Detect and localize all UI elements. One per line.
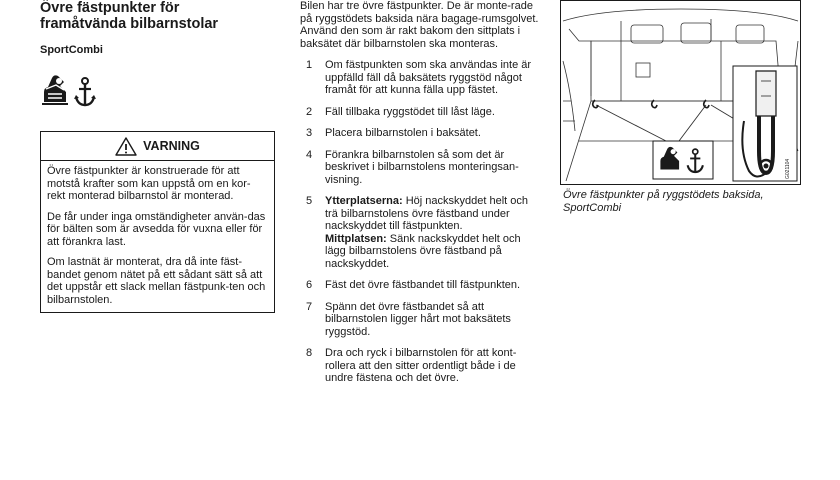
warning-paragraph-2: De får under inga omständigheter använ-das för bälten som är avsedda för vuxna eller för att förankra last. (47, 210, 266, 248)
step-list (300, 59, 540, 385)
step-text: Placera bilbarnstolen i baksätet. (325, 127, 481, 139)
step-text: Förankra bilbarnstolen så som det är beskrivet i bilbarnstolens monteringsan-visning. (325, 148, 519, 186)
step-text: Dra och ryck i bilbarnstolen för att kont-rollera att den sitter ordentligt både i de undre fästena och det övre. (325, 347, 517, 384)
warning-paragraph-1: Övre fästpunkter är konstruerade för att motstå krafter som kan uppstå om en kor-rekt monterad bilbarnstol är monterad. (47, 165, 251, 202)
figure-code: G021104 (785, 158, 791, 179)
step-5-middle-label: Mittplatsen: (325, 232, 387, 245)
title-line-2: framåtvända bilbarnstolar (40, 16, 219, 32)
cargo-area-illustration (561, 1, 800, 184)
step-text: Spänn det övre fästbandet så att bilbarnstolen ligger hårt mot baksätets ryggstöd. (325, 300, 511, 338)
step-item (300, 195, 540, 270)
step-5-middle-text: Sänk nackskyddet helt och lägg bilbarnstolens övre fästband på nackskyddet. (325, 232, 521, 270)
section-title (40, 0, 275, 32)
step-text: Om fästpunkten som ska användas inte är uppfälld fäll då baksätets ryggstöd något framåt för att kunna fälla upp fästet. (325, 59, 532, 96)
step-5-outer-label: Ytterplatserna: (325, 195, 403, 207)
child-seat-anchor-icon (40, 72, 102, 110)
step-text: Fäll tillbaka ryggstödet till låst läge. (325, 105, 495, 118)
left-column (40, 0, 275, 313)
step-number: 3 (306, 127, 313, 139)
step-text (325, 195, 540, 270)
intro-paragraph: Bilen har tre övre fästpunkter. De är monte-rade på ryggstödets baksida nära bagage-rumsgolvet. Använd den som är rakt bakom den sittplats i baksätet där bilbarnstolen ska monteras. (300, 0, 539, 50)
step-number: 4 (306, 148, 313, 161)
step-number: 6 (306, 279, 313, 291)
step-item (300, 279, 540, 292)
step-number: 1 (306, 59, 313, 71)
step-number: 5 (306, 195, 313, 207)
title-line-1: Övre fästpunkter för (40, 0, 180, 16)
step-item (300, 59, 540, 97)
warning-heading (41, 132, 274, 161)
step-number: 2 (306, 105, 313, 118)
step-number: 8 (306, 347, 313, 359)
figure-illustration (560, 0, 801, 185)
step-number: 7 (306, 300, 313, 313)
step-item (300, 106, 540, 119)
warning-triangle-icon (115, 137, 137, 156)
step-item (300, 301, 540, 339)
warning-paragraph-3: Om lastnät är monterat, dra då inte fäst-bandet genom nätet på ett sådant sätt så att det uppstår ett slack mellan fästpunk-ten och bilbarnstolen. (47, 256, 266, 306)
section-subtitle: SportCombi (40, 44, 103, 56)
step-item (300, 127, 540, 140)
warning-body (41, 161, 274, 312)
step-text: Fäst det övre fästbandet till fästpunkten. (325, 279, 521, 291)
caption-line-2: SportCombi (563, 201, 622, 214)
step-item (300, 347, 540, 385)
step-5-outer-text: Höj nackskyddet helt och trä bilbarnstolens övre fästband under nackskyddet till fästpunkten. (325, 195, 528, 232)
step-item (300, 149, 540, 187)
figure-caption (563, 189, 823, 214)
caption-line-1: Övre fästpunkter på ryggstödets baksida, (563, 189, 764, 201)
warning-heading-text: VARNING (143, 139, 200, 153)
warning-box (40, 131, 275, 313)
middle-column (300, 0, 540, 394)
